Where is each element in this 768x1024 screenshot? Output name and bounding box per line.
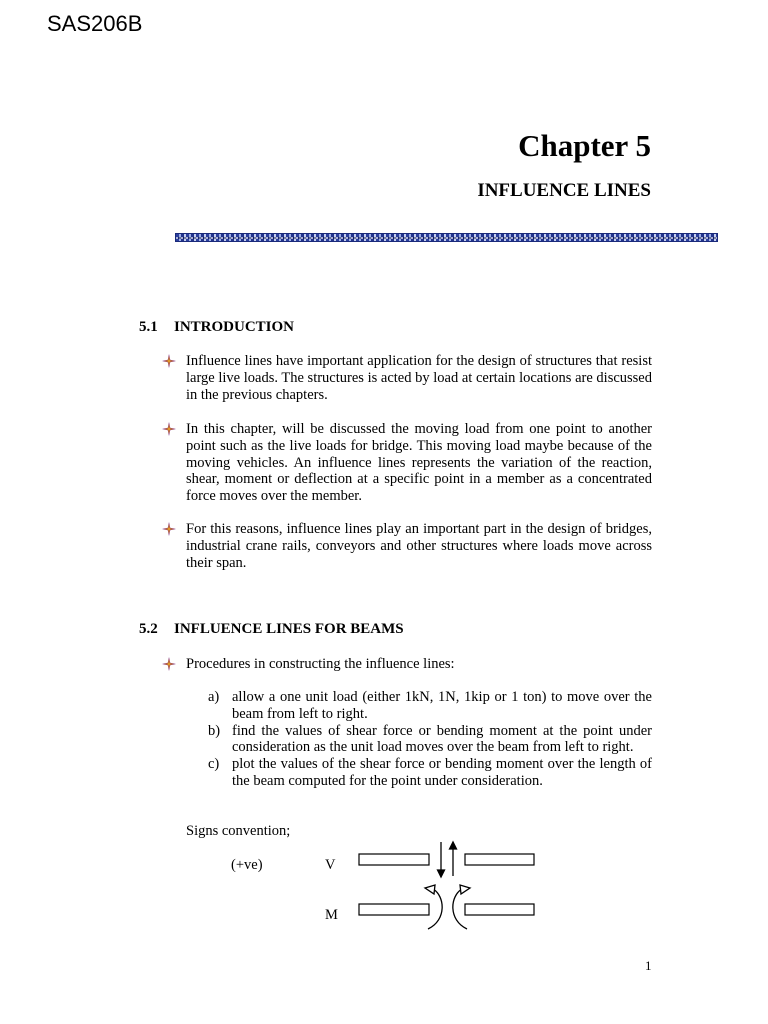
chapter-title: Chapter 5 — [518, 128, 651, 163]
procedure-steps — [208, 689, 652, 790]
step-marker: c) — [208, 756, 220, 773]
section-title: INTRODUCTION — [174, 319, 295, 335]
star-bullet-icon — [162, 657, 176, 671]
shear-up-arrow-icon — [450, 842, 457, 876]
step-item — [208, 723, 652, 757]
left-beam-segment-shear — [359, 854, 429, 865]
section-number: 5.1 — [139, 319, 158, 335]
bullet-item — [162, 353, 652, 403]
step-text: plot the values of the shear force or bending moment over the length of the beam computed for the point under consideration. — [232, 756, 652, 789]
shear-symbol-label: V — [325, 857, 336, 873]
right-beam-segment-shear — [465, 854, 534, 865]
bullet-text: Procedures in constructing the influence lines: — [186, 656, 455, 672]
step-text: find the values of shear force or bending moment at the point under consideration as the unit load moves over the beam from left to right. — [232, 722, 652, 756]
right-beam-segment-moment — [465, 904, 534, 915]
left-beam-segment-moment — [359, 904, 429, 915]
star-bullet-icon — [162, 422, 176, 436]
step-marker: a) — [208, 689, 220, 705]
step-item — [208, 689, 652, 723]
bullet-item — [162, 521, 652, 571]
positive-sign-label: (+ve) — [231, 857, 263, 873]
bullet-text: In this chapter, will be discussed the moving load from one point to another point such as the live loads for bridge. This moving load maybe because of the moving vehicles. An influence lines represents the variation of the reaction, shear, moment or deflection at a specific point in a member as a concentrated force moves over the member. — [186, 421, 652, 505]
section-number: 5.2 — [139, 621, 158, 637]
section-title: INFLUENCE LINES FOR BEAMS — [174, 621, 404, 637]
signs-convention-label: Signs convention; — [186, 823, 291, 839]
page-number: 1 — [645, 958, 652, 973]
decorative-divider — [175, 233, 718, 242]
chapter-subtitle: INFLUENCE LINES — [477, 180, 651, 201]
section-heading-influence-lines-beams — [139, 621, 404, 638]
star-bullet-icon — [162, 522, 176, 536]
step-marker: b) — [208, 722, 221, 739]
step-text: allow a one unit load (either 1kN, 1N, 1kip or 1 ton) to move over the beam from left to right. — [232, 689, 652, 722]
bullet-text: For this reasons, influence lines play an important part in the design of bridges, industrial crane rails, conveyors and other structures where loads move across their span. — [186, 521, 652, 571]
moment-symbol-label: M — [325, 907, 338, 923]
step-item — [208, 756, 652, 790]
star-bullet-icon — [162, 354, 176, 368]
bullet-item — [162, 421, 652, 505]
bullet-text: Influence lines have important application for the design of structures that resist large live loads. The structures is acted by load at certain locations are discussed in the previous chapters. — [186, 353, 652, 403]
bullet-item — [162, 656, 652, 673]
section-heading-introduction — [139, 319, 294, 336]
shear-down-arrow-icon — [438, 842, 445, 877]
document-code: SAS206B — [47, 11, 143, 36]
sign-convention-diagram — [355, 838, 540, 933]
